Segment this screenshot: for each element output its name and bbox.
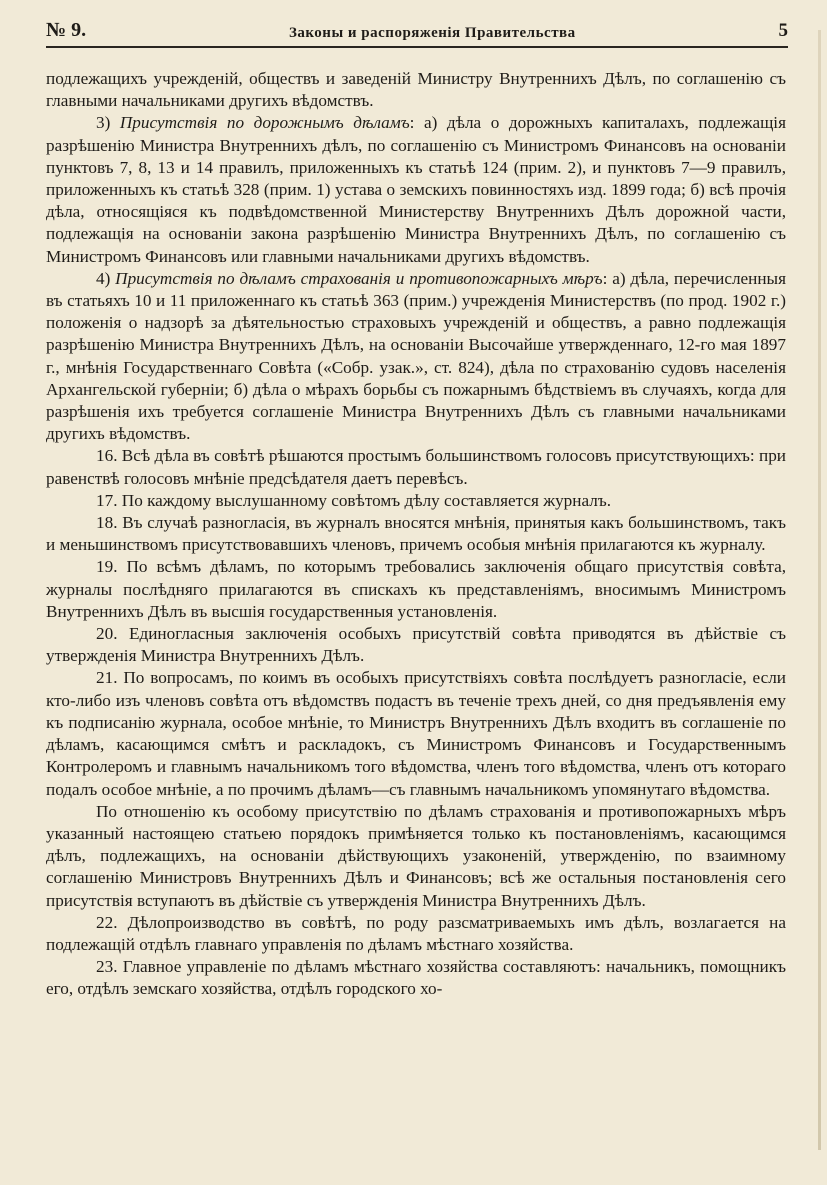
article-21: 21. По вопросамъ, по коимъ въ особыхъ присутствіяхъ совѣта послѣдуетъ разногласіе, если кто-либо изъ членовъ совѣта отъ вѣдомствъ подастъ въ теченіе трехъ дней, со дня предъявленія ему къ подписанію журнала, особое мнѣніе, то Министръ Внутреннихъ Дѣлъ входитъ въ соглашеніе по дѣламъ, касающимся смѣтъ и раскладокъ, съ Министромъ Финансовъ и Государственнымъ Контролеромъ и главнымъ начальникомъ того вѣдомства, членъ того вѣдомства, членъ отъ котораго подалъ особое мнѣніе, а по прочимъ дѣламъ—съ главнымъ начальникомъ упомянутаго вѣдомства. — [46, 668, 786, 799]
article-22: 22. Дѣлопроизводство въ совѣтѣ, по роду разсматриваемыхъ имъ дѣлъ, возлагается на подлежащій отдѣлъ главнаго управленія по дѣламъ мѣстнаго хозяйства. — [46, 912, 786, 954]
paragraph-item-4: 4) Присутствія по дѣламъ страхованія и противопожарныхъ мѣръ: а) дѣла, перечисленныя въ статьяхъ 10 и 11 приложеннаго къ статьѣ 363 (прим.) учрежденія Министерствъ (по прод. 1902 г.) положенія о надзорѣ за дѣятельностью страховыхъ учрежденій и обществъ, а равно подлежащія разрѣшенію Министра Внутреннихъ Дѣлъ, на основаніи Высочайше утвержденнаго, 12-го мая 1897 г., мнѣнія Государственнаго Совѣта («Собр. узак.», ст. 824), дѣла по страхованію судовъ населенія Архангельской губерніи; б) дѣла о мѣрахъ борьбы съ пожарнымъ бѣдствіемъ въ случаяхъ, когда для разрѣшенія ихъ требуется соглашеніе Министра Внутреннихъ Дѣлъ съ главными начальниками другихъ вѣдомствъ. — [46, 268, 786, 444]
article-19: 19. По всѣмъ дѣламъ, по которымъ требовались заключенія общаго присутствія совѣта, журналы послѣдняго прилагаются въ спискахъ къ представленіямъ, вносимымъ Министромъ Внутреннихъ Дѣлъ въ высшія государственныя установленія. — [46, 557, 786, 621]
article-16: 16. Всѣ дѣла въ совѣтѣ рѣшаются простымъ большинствомъ голосовъ присутствующихъ: при равенствѣ голосовъ мнѣніе предсѣдателя даетъ перевѣсъ. — [46, 446, 786, 488]
article-18: 18. Въ случаѣ разногласія, въ журналъ вносятся мнѣнія, принятыя какъ большинствомъ, такъ и меньшинствомъ присутствовавшихъ членовъ, причемъ особыя мнѣнія прилагаются къ журналу. — [46, 513, 786, 555]
article-23: 23. Главное управленіе по дѣламъ мѣстнаго хозяйства составляютъ: начальникъ, помощникъ его, отдѣлъ земскаго хозяйства, отдѣлъ городского хо- — [46, 957, 786, 999]
article-17: 17. По каждому выслушанному совѣтомъ дѣлу составляется журналъ. — [96, 490, 612, 510]
item-heading: Присутствія по дѣламъ страхованія и противопожарныхъ мѣръ — [115, 268, 603, 288]
running-header — [46, 20, 788, 48]
issue-number: № 9. — [46, 19, 87, 41]
article-21-continuation: По отношенію къ особому присутствію по дѣламъ страхованія и противопожарныхъ мѣръ указанный настоящею статьею порядокъ примѣняется только къ постановленіямъ, касающимся дѣлъ, подлежащихъ, на основаніи дѣйствующихъ узаконеній, утвержденію, по взаимному соглашенію Министровъ Внутреннихъ Дѣлъ и Финансовъ; всѣ же остальныя постановленія сего присутствія вступаютъ въ дѣйствіе съ утвержденія Министра Внутреннихъ Дѣлъ. — [46, 801, 786, 910]
item-heading: Присутствія по дорожнымъ дѣламъ — [119, 113, 410, 133]
paragraph-item-3: 3) Присутствія по дорожнымъ дѣламъ: а) дѣла о дорожныхъ капиталахъ, подлежащія разрѣшенію Министра Внутреннихъ дѣлъ, по соглашенію съ Министромъ Финансовъ на основаніи пунктовъ 7, 8, 13 и 14 правилъ, приложенныхъ къ статьѣ 124 (прим. 2), и пунктовъ 7—9 правилъ, приложенныхъ къ статьѣ 328 (прим. 1) устава о земскихъ повинностяхъ изд. 1899 года; б) всѣ прочія дѣла, относящіяся къ подвѣдомственной Министерству Внутреннихъ Дѣлъ дорожной части, подлежащія на основаніи закона разрѣшенію Министра Внутреннихъ Дѣлъ, по соглашенію съ Министромъ Финансовъ или главными начальниками другихъ вѣдомствъ. — [46, 113, 786, 266]
page-edge-shadow — [818, 30, 821, 1150]
body-text — [46, 68, 786, 1001]
header-title: Законы и распоряженія Правительства — [288, 25, 576, 41]
paragraph-continuation: подлежащихъ учрежденій, обществъ и заведеній Министру Внутреннихъ Дѣлъ, по соглашенію съ главными начальниками другихъ вѣдомствъ. — [46, 69, 786, 111]
page-number: 5 — [778, 20, 788, 41]
article-20: 20. Единогласныя заключенія особыхъ присутствій совѣта приводятся въ дѣйствіе съ утвержденія Министра Внутреннихъ Дѣлъ. — [46, 624, 786, 666]
